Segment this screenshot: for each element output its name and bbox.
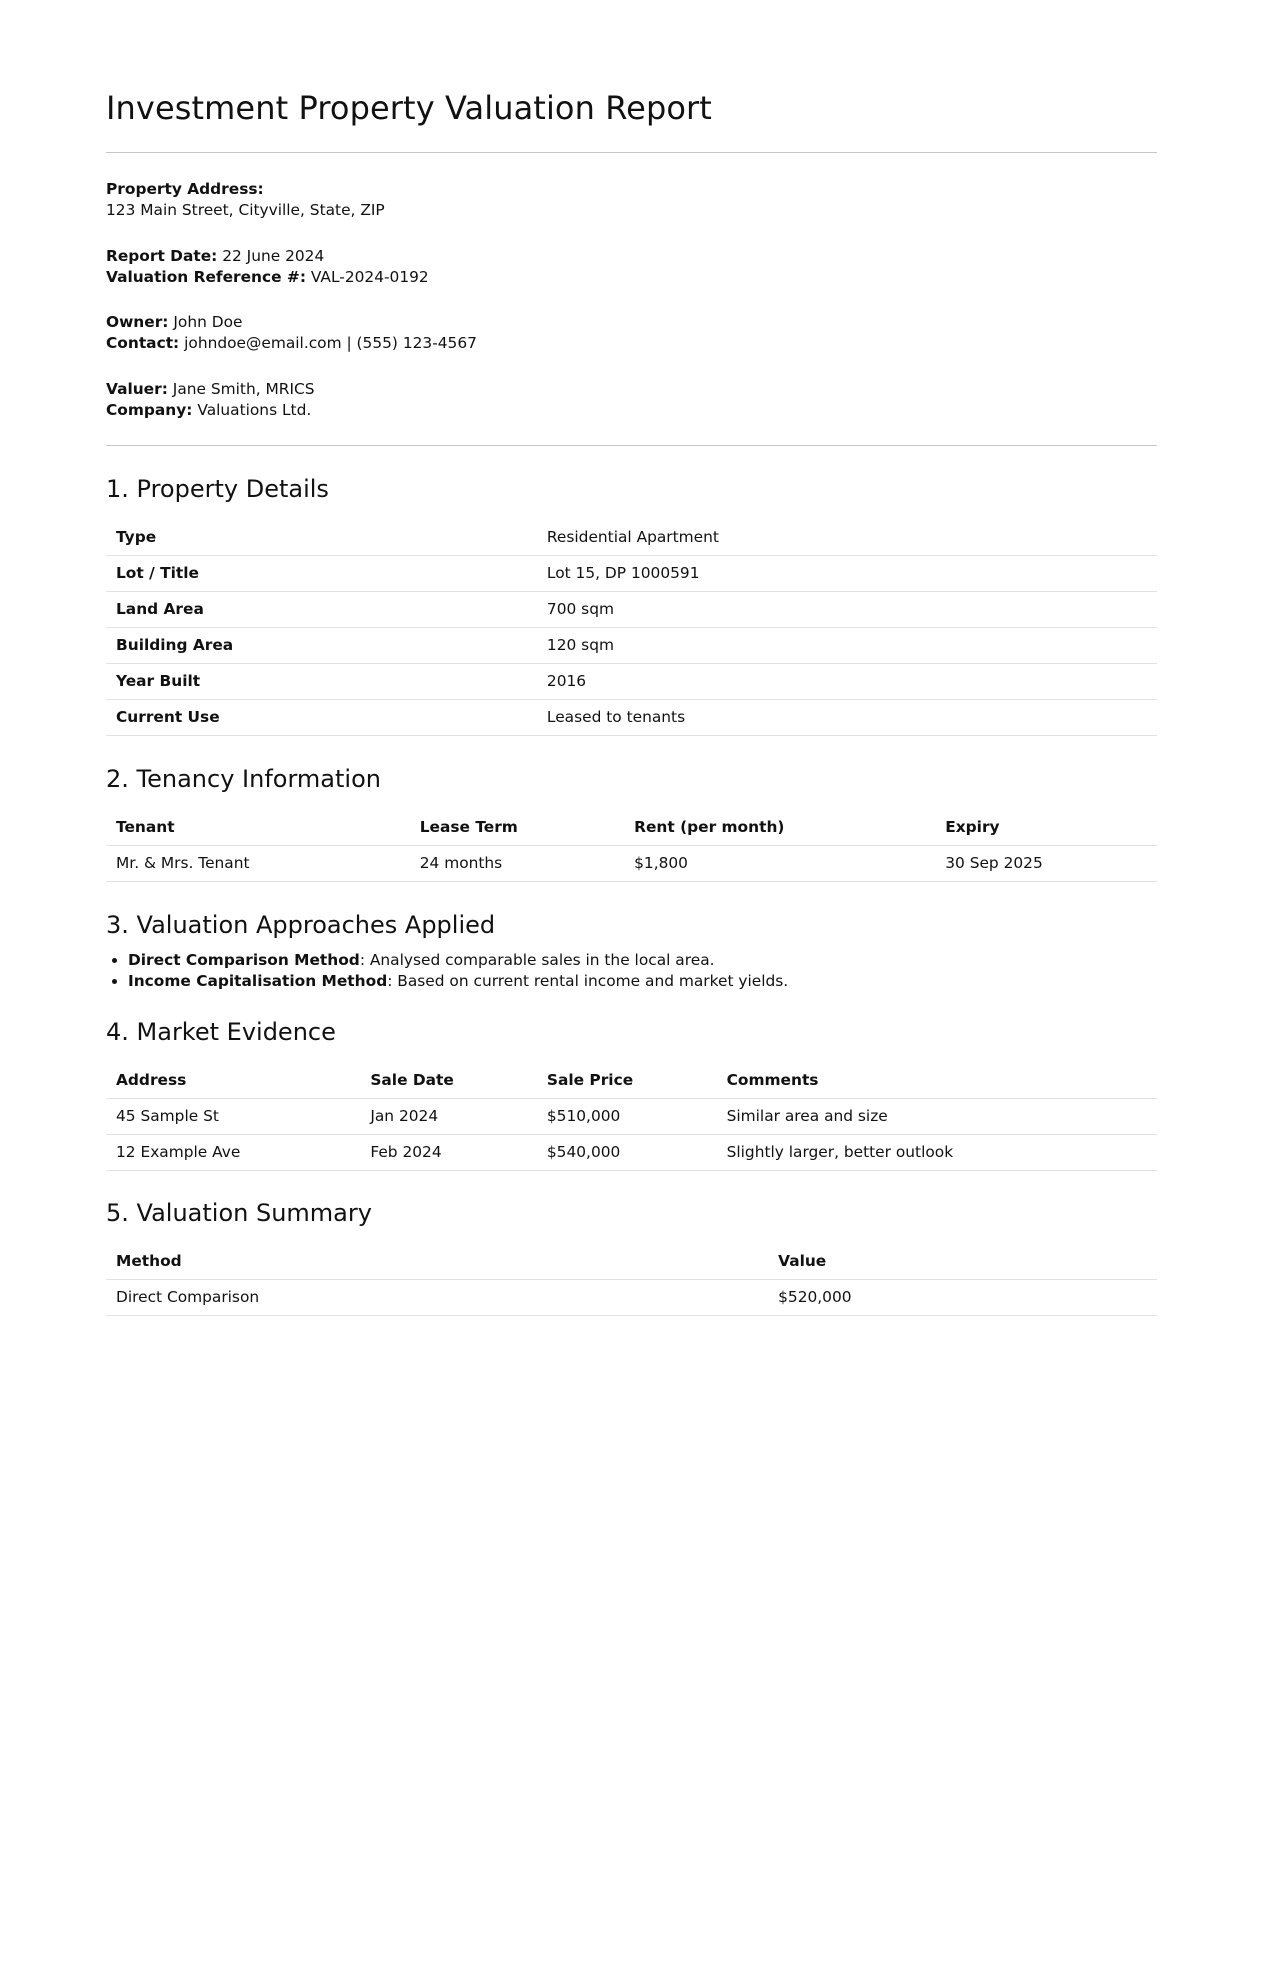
tenancy-heading: 2. Tenancy Information [106,765,381,793]
property-address-label: Property Address: [106,180,264,198]
detail-key: Land Area [106,592,537,628]
detail-key: Lot / Title [106,556,537,592]
approaches-list [106,950,1157,992]
table-header-row [106,810,1157,846]
table-row [106,628,1157,664]
table-cell: Direct Comparison [106,1280,768,1316]
table-row [106,700,1157,736]
contact-value: johndoe@email.com | (555) 123-4567 [184,334,477,353]
table-cell: 24 months [410,846,624,882]
table-cell: Jan 2024 [360,1099,537,1135]
table-cell: 30 Sep 2025 [935,846,1157,882]
detail-value: Lot 15, DP 1000591 [537,556,1157,592]
tenancy-table [106,810,1157,882]
detail-value: Leased to tenants [537,700,1157,736]
market-evidence-table [106,1063,1157,1171]
table-row [106,1280,1157,1316]
approach-desc: : Based on current rental income and market yields. [387,972,789,990]
table-cell: 12 Example Ave [106,1135,360,1171]
column-header: Value [768,1244,1157,1280]
table-header-row [106,1063,1157,1099]
report-date-label: Report Date: [106,246,218,265]
detail-key: Building Area [106,628,537,664]
contact-label: Contact: [106,334,180,353]
tenancy-section [106,764,1157,882]
table-row [106,1099,1157,1135]
column-header: Lease Term [410,810,624,846]
table-cell: $510,000 [537,1099,717,1135]
summary-table [106,1244,1157,1316]
table-cell: Mr. & Mrs. Tenant [106,846,410,882]
list-item [128,971,1157,992]
summary-section [106,1198,1157,1316]
table-cell: 45 Sample St [106,1099,360,1135]
owner-value: John Doe [173,313,243,331]
valuation-ref-value: VAL-2024-0192 [310,267,429,286]
meta-divider [106,445,1157,446]
company-value: Valuations Ltd. [197,400,312,419]
detail-key: Current Use [106,700,537,736]
approach-name: Direct Comparison Method [128,951,360,969]
table-cell: Feb 2024 [360,1135,537,1171]
table-header-row [106,1244,1157,1280]
owner-block [106,312,1157,355]
approach-name: Income Capitalisation Method [128,972,388,990]
report-info-block [106,246,1157,289]
column-header: Rent (per month) [624,810,935,846]
detail-value: 120 sqm [537,628,1157,664]
table-row [106,846,1157,882]
property-details-section [106,474,1157,736]
property-address-value: 123 Main Street, Cityville, State, ZIP [106,201,385,220]
owner-label: Owner: [106,313,169,331]
detail-key: Year Built [106,664,537,700]
table-cell: Similar area and size [717,1099,1157,1135]
approaches-section [106,910,1157,992]
approach-desc: : Analysed comparable sales in the local area. [359,951,715,969]
table-cell: Slightly larger, better outlook [717,1135,1157,1171]
address-block [106,179,1157,222]
market-evidence-section [106,1017,1157,1171]
company-label: Company: [106,400,193,419]
report-meta [106,153,1157,445]
detail-value: 700 sqm [537,592,1157,628]
column-header: Address [106,1063,360,1099]
detail-value: Residential Apartment [537,520,1157,556]
page-title: Investment Property Valuation Report [106,89,712,127]
valuer-block [106,379,1157,422]
property-details-heading: 1. Property Details [106,475,329,503]
column-header: Expiry [935,810,1157,846]
property-details-table [106,520,1157,736]
column-header: Sale Date [360,1063,537,1099]
detail-value: 2016 [537,664,1157,700]
table-cell: $540,000 [537,1135,717,1171]
market-evidence-heading: 4. Market Evidence [106,1018,336,1046]
table-row [106,592,1157,628]
detail-key: Type [106,520,537,556]
column-header: Method [106,1244,768,1280]
table-row [106,520,1157,556]
table-row [106,556,1157,592]
table-row [106,664,1157,700]
summary-heading: 5. Valuation Summary [106,1199,372,1227]
table-cell: $1,800 [624,846,935,882]
table-cell: $520,000 [768,1280,1157,1316]
column-header: Sale Price [537,1063,717,1099]
table-row [106,1135,1157,1171]
report-date-value: 22 June 2024 [222,246,325,265]
column-header: Comments [717,1063,1157,1099]
list-item [128,950,1157,971]
valuer-label: Valuer: [106,379,168,398]
valuer-value: Jane Smith, MRICS [172,379,315,398]
approaches-heading: 3. Valuation Approaches Applied [106,911,496,939]
valuation-ref-label: Valuation Reference #: [106,267,306,286]
column-header: Tenant [106,810,410,846]
